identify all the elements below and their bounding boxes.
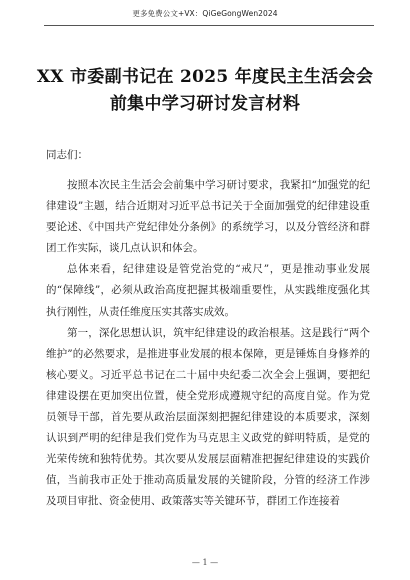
paragraph-overview: 总体来看，纪律建设是管党治党的“戒尺”，更是推动事业发展的“保障线”，必须从政治高度把握其极端重要性，从实践维度强化其执行刚性，从责任维度压实其落实成效。 [46,263,370,318]
title-line-2: 前集中学习研讨发言材料 [109,94,301,114]
page-header: 更多免费公文+VX：QiGeGongWen2024 [132,9,278,18]
title-line-1: XX 市委副书记在 2025 年度民主生活会会 [36,67,374,87]
paragraph-intro: 按照本次民主生活会会前集中学习研讨要求，我紧扣“加强党的纪律建设”主题，结合近期对习近平总书记关于全面加强党的纪律建设重要论述、《中国共产党纪律处分条例》的系统学习，以及分管经济和群团工作实际，谈几点认识和体会。 [46,179,370,255]
paragraph-point-one: 第一，深化思想认识，筑牢纪律建设的政治根基。这是践行“两个维护”的必然要求，是推进事业发展的根本保障，更是锤炼自身修养的核心要义。习近平总书记在二十届中央纪委二次全会上强调，要把纪律建设摆在更加突出位置，使全党形成遵规守纪的高度自觉。作为党员领导干部，首先要从政治层面深刻把握纪律建设的本质要求，深刻认识到严明的纪律是我们党作为马克思主义政党的鲜明特质，是党的光荣传统和独特优势。其次要从发展层面精准把握纪律建设的实践价值，当前我市正处于推动高质量发展的关键阶段，分管的经济工作涉及项目审批、资金使用、政策落实等关键环节，群团工作连接着 [46,326,370,508]
document-title [36,64,374,118]
page-number: — 1 — [191,558,219,567]
document-body [46,175,370,513]
header-divider [44,25,374,26]
salutation: 同志们： [46,149,88,161]
